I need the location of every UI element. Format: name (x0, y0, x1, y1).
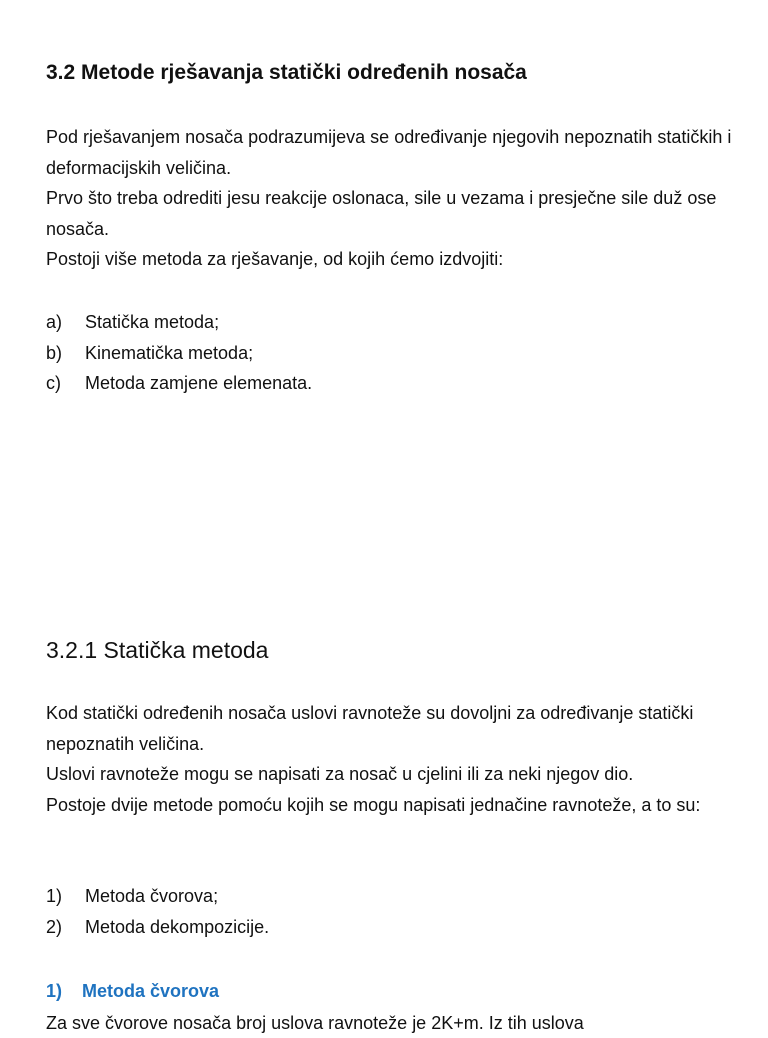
list-item (46, 307, 312, 338)
section-title: 3.2 Metode rješavanja statički određenih nosača (46, 61, 527, 84)
list-item-text: Metoda zamjene elemenata. (85, 373, 313, 393)
list-marker: c) (46, 373, 61, 393)
subsubsection-title (46, 976, 219, 1006)
heading-marker: 1) (46, 981, 63, 1001)
subsection-body (46, 698, 736, 820)
list-marker: b) (46, 342, 63, 363)
paragraph-cutoff: Za sve čvorove nosača broj uslova ravnoteže je 2K+m. Iz tih uslova (46, 1013, 584, 1033)
static-methods-list (46, 881, 269, 942)
list-item-text: Statička metoda; (85, 312, 220, 332)
list-item-text: Metoda dekompozicije. (85, 916, 270, 937)
list-item (46, 912, 269, 943)
paragraph: Kod statički određenih nosača uslovi ravnoteže su dovoljni za određivanje statički nepoznatih veličina. (46, 703, 694, 754)
paragraph: Postoji više metoda za rješavanje, od kojih ćemo izdvojiti: (46, 249, 504, 269)
subsection-title: 3.2.1 Statička metoda (46, 637, 269, 663)
paragraph: Prvo što treba odrediti jesu reakcije oslonaca, sile u vezama i presječne sile duž ose nosača. (46, 188, 717, 239)
list-item (46, 338, 312, 369)
list-item-text: Kinematička metoda; (85, 342, 254, 363)
paragraph: Postoje dvije metode pomoću kojih se mogu napisati jednačine ravnoteže, a to su: (46, 794, 701, 815)
paragraph: Uslovi ravnoteže mogu se napisati za nosač u cjelini ili za neki njegov dio. (46, 764, 634, 784)
list-marker: a) (46, 312, 63, 332)
heading-text: Metoda čvorova (82, 981, 220, 1001)
paragraph: Pod rješavanjem nosača podrazumijeva se određivanje njegovih nepoznatih statičkih i deformacijskih veličina. (46, 127, 732, 178)
list-item (46, 881, 269, 912)
list-item-text: Metoda čvorova; (85, 886, 219, 906)
section-intro (46, 122, 736, 275)
list-marker: 2) (46, 916, 63, 937)
list-marker: 1) (46, 886, 63, 906)
list-item (46, 368, 312, 399)
methods-list (46, 307, 312, 399)
